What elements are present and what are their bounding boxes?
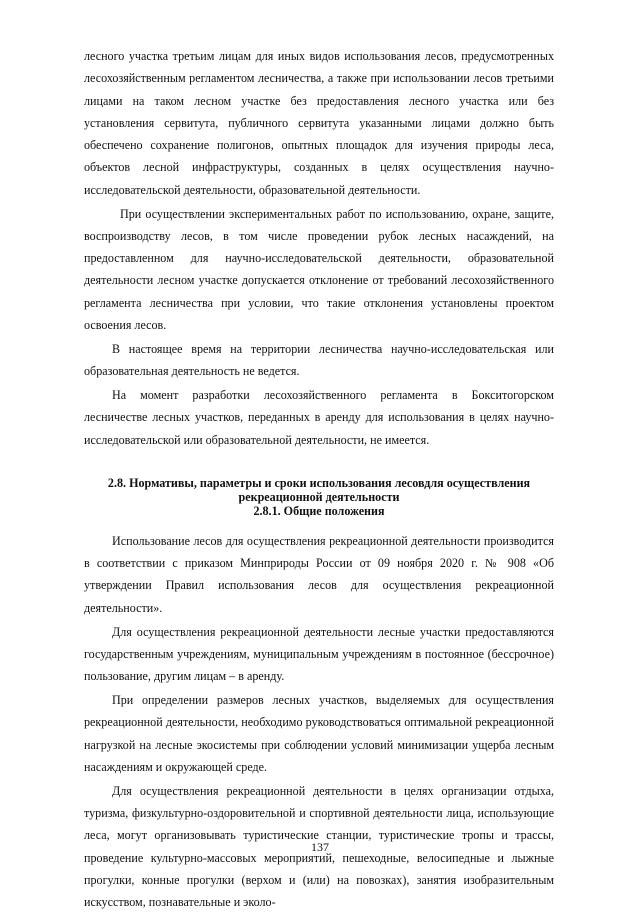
- subsection-title: 2.8.1. Общие положения: [253, 503, 385, 518]
- paragraph-recreation-activities: Для осуществления рекреационной деятельности в целях организации отдыха, туризма, физкультурно-оздоровительной и спортивной деятельности лица, использующие леса, могут организовывать туристические станции, туристические тропы и трассы, проведение культурно-массовых мероприятий, пешеходные, велосипедные и лыжные прогулки, конные прогулки (верхом и (или) на повозках), занятия изобразительным искусством, познавательные и эколо-: [84, 783, 554, 910]
- paragraph-experimental-works: При осуществлении экспериментальных работ по использованию, охране, защите, воспроизводству лесов, в том числе проведении рубок лесных насаждений, на предоставленном для научно-исследовательской деятельности, образовательной деятельности лесном участке допускается отклонение от требований лесохозяйственного регламента лесничества при условии, что такие отклонения установлены проектом освоения лесов.: [84, 206, 554, 333]
- paragraph-leased-plots: На момент разработки лесохозяйственного регламента в Бокситогорском лесничестве лесных участков, переданных в аренду для использования в целях научно-исследовательской или образовательной деятельности, не имеется.: [84, 387, 554, 447]
- section-title-line-1: 2.8. Нормативы, параметры и сроки использования лесовдля осуществления: [107, 475, 531, 490]
- paragraph-plot-size: При определении размеров лесных участков, выделяемых для осуществления рекреационной деятельности, необходимо руководствоваться оптимальной рекреационной нагрузкой на лесные экосистемы при соблюдении условий минимизации ущерба лесным насаждениям и окружающей среде.: [84, 692, 554, 774]
- paragraph-plot-provision: Для осуществления рекреационной деятельности лесные участки предоставляются государственным учреждениям, муниципальным учреждениям в постоянное (бессрочное) пользование, другим лицам – в аренду.: [84, 624, 554, 684]
- paragraph-legal-basis: Использование лесов для осуществления рекреационной деятельности производится в соответствии с приказом Минприроды России от 09 ноября 2020 г. № 908 «Об утверждении Правил использования лесов для осуществления рекреационной деятельности».: [84, 533, 554, 615]
- section-title-line-2: рекреационной деятельности: [238, 489, 400, 504]
- section-heading: [84, 476, 554, 518]
- page-body: [84, 45, 554, 915]
- paragraph-continuation: лесного участка третьим лицам для иных видов использования лесов, предусмотренных лесохозяйственным регламентом лесничества, а также при использовании лесов третьими лицами на таком лесном участке без предоставления лесного участка или без установления сервитута, публичного сервитута указанными лицами должно быть обеспечено сохранение полигонов, опытных площадок для изучения природы леса, объектов лесной инфраструктуры, созданных в целях осуществления научно-исследовательской деятельности, образовательной деятельности.: [84, 49, 554, 197]
- paragraph-current-activity: В настоящее время на территории лесничества научно-исследовательская или образовательная деятельность не ведется.: [84, 341, 554, 379]
- page-number: 137: [311, 840, 329, 854]
